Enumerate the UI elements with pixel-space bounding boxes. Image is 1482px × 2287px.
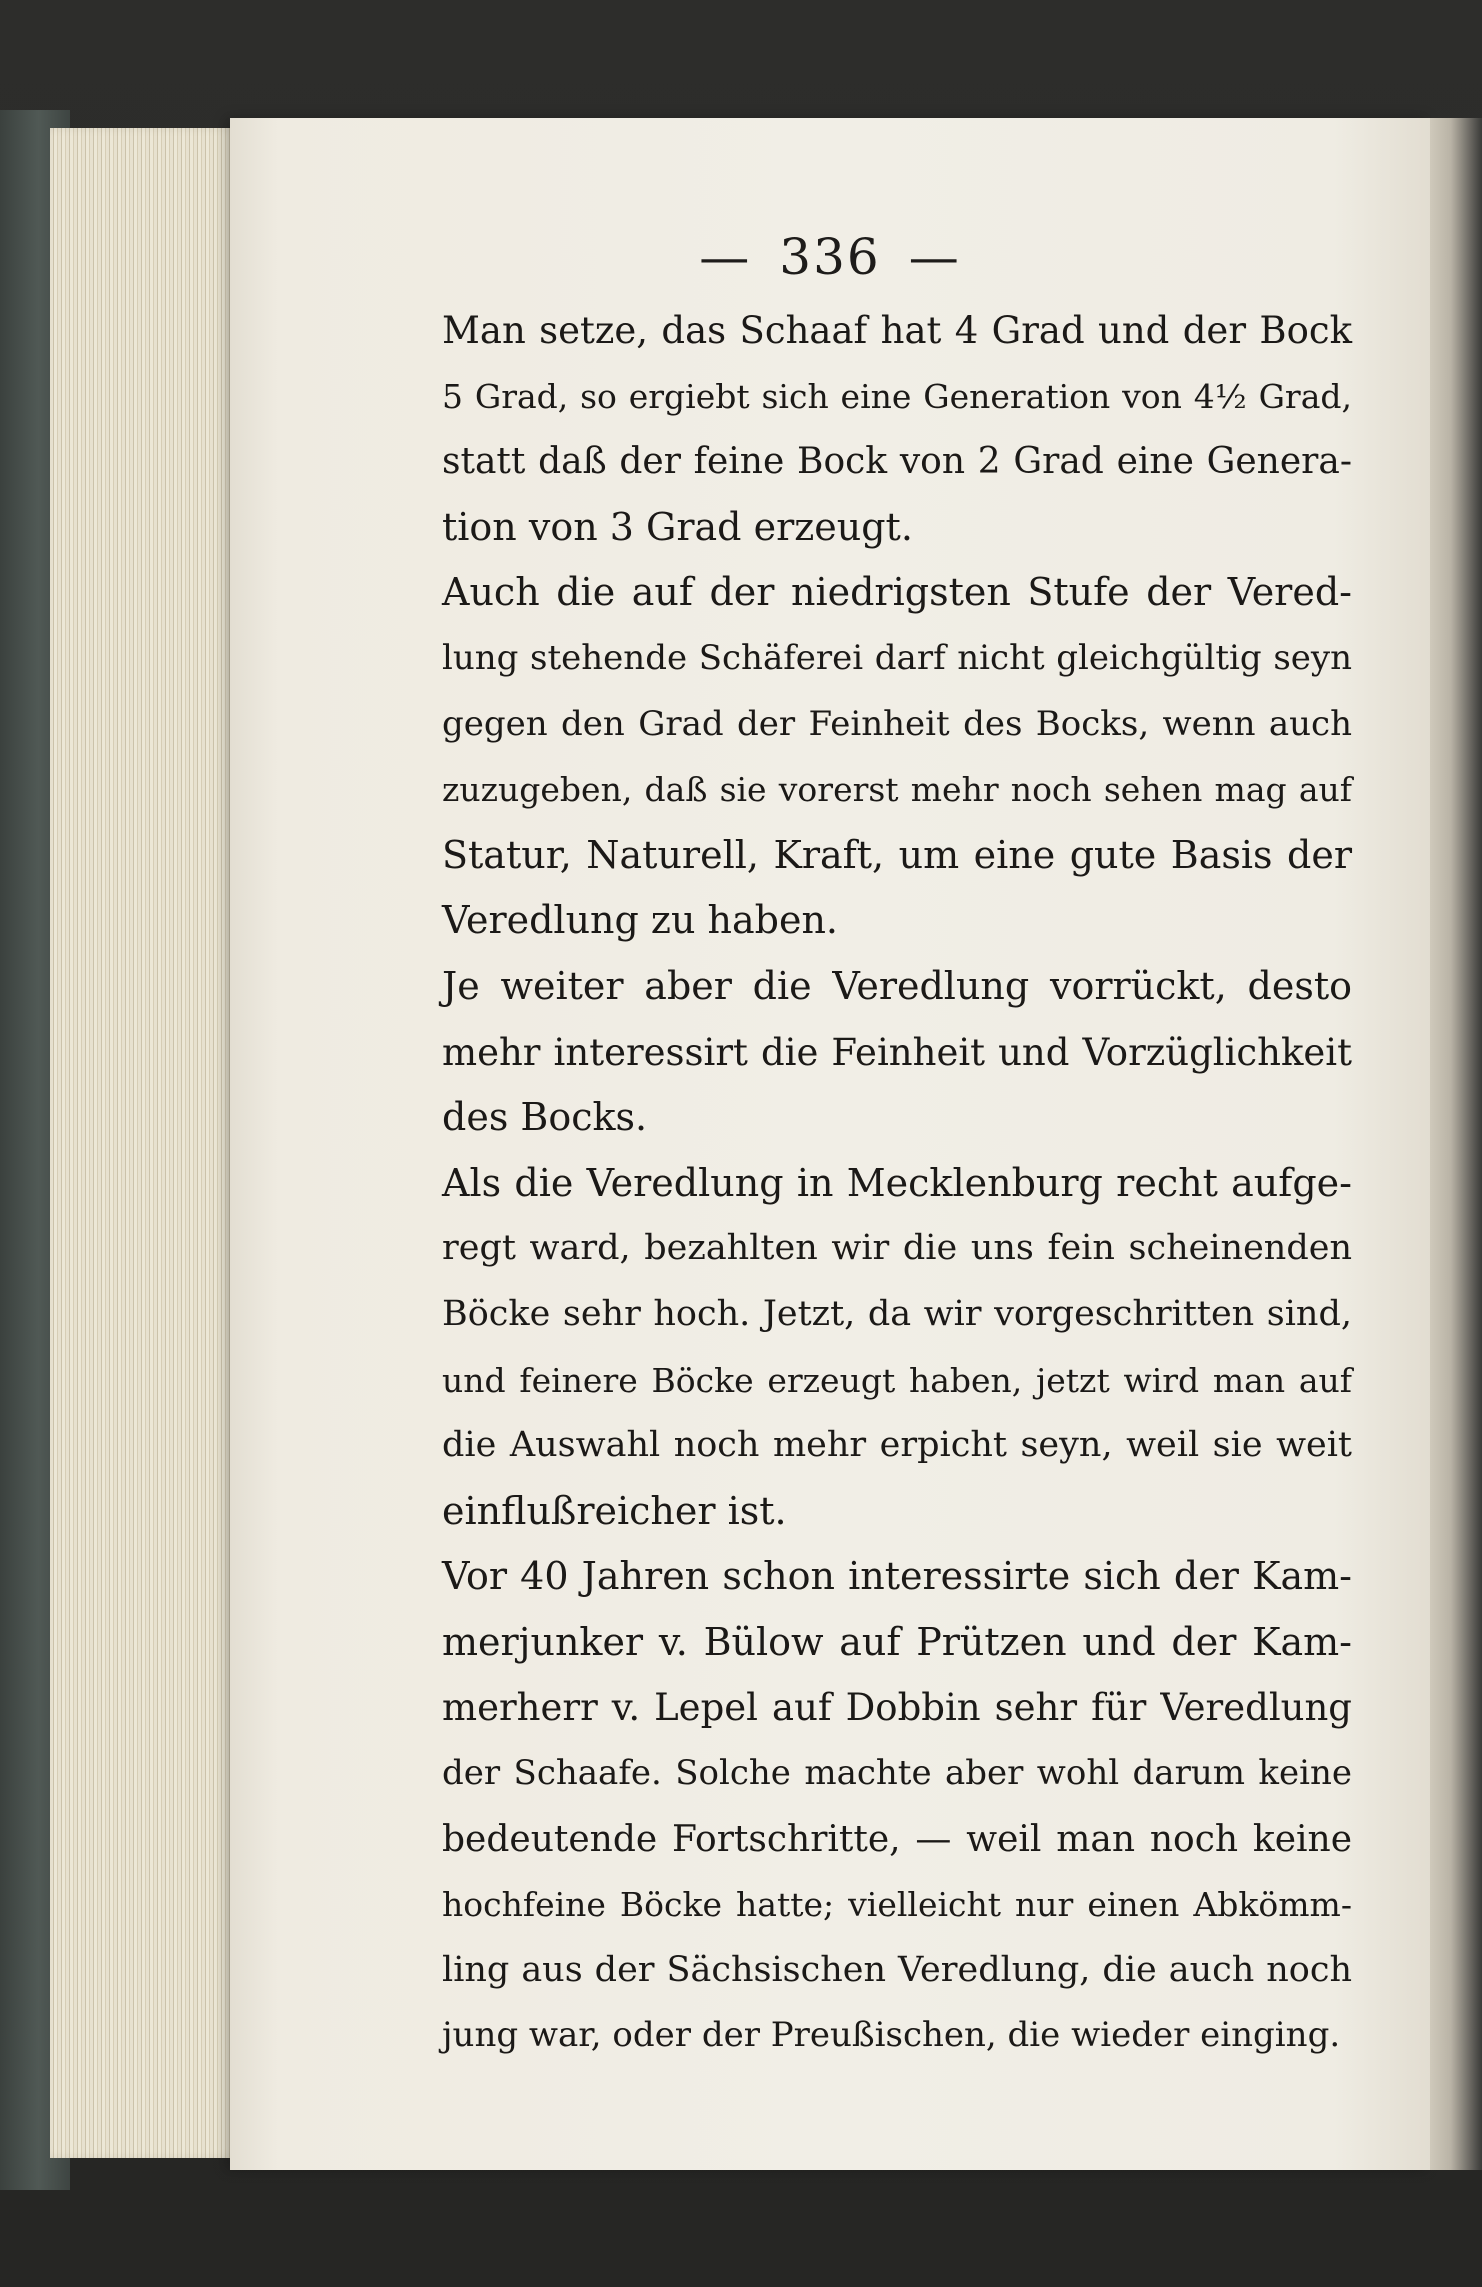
- page-stack-edge: [50, 128, 240, 2158]
- text-line: jung war, oder der Preußischen, die wieder einging.: [442, 2015, 1341, 2056]
- text-line: Man setze, das Schaaf hat 4 Grad und der Bock: [442, 309, 1352, 352]
- text-line: Vor 40 Jahren schon interessirte sich der Kam-: [442, 1554, 1352, 1599]
- header-dash-right: —: [908, 228, 961, 286]
- text-line: die Auswahl noch mehr erpicht seyn, weil sie weit: [442, 1425, 1352, 1466]
- text-line: tion von 3 Grad erzeugt.: [442, 504, 913, 549]
- text-line: lung stehende Schäferei darf nicht gleichgültig seyn: [442, 637, 1352, 678]
- text-line: Auch die auf der niedrigsten Stufe der Vered-: [442, 570, 1352, 615]
- page-gutter-shadow: [1430, 118, 1482, 2170]
- text-line: Veredlung zu haben.: [442, 898, 838, 943]
- text-line: merherr v. Lepel auf Dobbin sehr für Veredlung: [442, 1686, 1352, 1730]
- text-line: 5 Grad, so ergiebt sich eine Generation von 4½ Grad,: [442, 376, 1352, 416]
- text-line: und feinere Böcke erzeugt haben, jetzt wird man auf: [442, 1360, 1352, 1400]
- text-line: merjunker v. Bülow auf Prützen und der Kam-: [442, 1619, 1352, 1664]
- text-line: regt ward, bezahlten wir die uns fein scheinenden: [442, 1228, 1352, 1269]
- text-line: ling aus der Sächsischen Veredlung, die auch noch: [442, 1949, 1352, 1990]
- body-text: [442, 298, 1352, 2069]
- text-line: des Bocks.: [442, 1095, 648, 1140]
- text-line: Als die Veredlung in Mecklenburg recht aufge-: [442, 1160, 1352, 1205]
- text-line: gegen den Grad der Feinheit des Bocks, wenn auch: [442, 703, 1352, 744]
- text-line: einflußreicher ist.: [442, 1488, 787, 1533]
- text-line: Böcke sehr hoch. Jetzt, da wir vorgeschritten sind,: [442, 1293, 1352, 1334]
- text-line: bedeutende Fortschritte, — weil man noch keine: [442, 1818, 1352, 1860]
- text-line: statt daß der feine Bock von 2 Grad eine Genera-: [442, 441, 1352, 483]
- text-line: mehr interessirt die Feinheit und Vorzüglichkeit: [442, 1030, 1352, 1074]
- page-header: [230, 228, 1430, 286]
- page-number: 336: [779, 228, 881, 286]
- header-dash-left: —: [699, 228, 752, 286]
- text-line: zuzugeben, daß sie vorerst mehr noch sehen mag auf: [442, 770, 1352, 810]
- text-line: hochfeine Böcke hatte; vielleicht nur einen Abkömm-: [442, 1885, 1352, 1925]
- text-line: Statur, Naturell, Kraft, um eine gute Basis der: [442, 832, 1352, 877]
- text-line: der Schaafe. Solche machte aber wohl darum keine: [442, 1753, 1352, 1794]
- text-line: Je weiter aber die Veredlung vorrückt, desto: [442, 963, 1352, 1008]
